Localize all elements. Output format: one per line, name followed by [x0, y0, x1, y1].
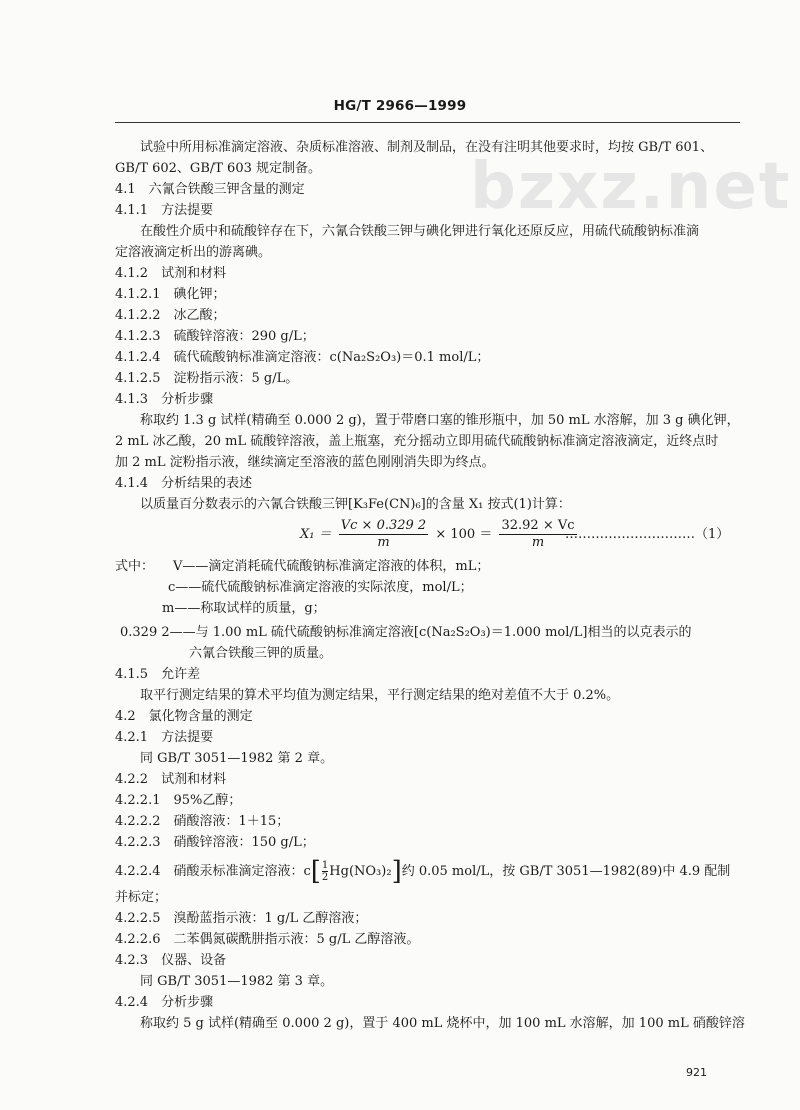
paragraph-line: 2 mL 冰乙酸，20 mL 硫酸锌溶液，盖上瓶塞，充分摇动立即用硫代硫酸钠标准滴定溶液滴定，近终点时: [115, 434, 719, 449]
paragraph-line: 同 GB/T 3051—1982 第 2 章。: [140, 751, 334, 766]
formula-numerator: 32.92 × Vc: [501, 518, 575, 533]
paragraph-line: 同 GB/T 3051—1982 第 3 章。: [140, 974, 334, 989]
list-item: 4.1.2.2 冰乙酸；: [115, 308, 226, 323]
section-4-1-4-heading: 4.1.4 分析结果的表述: [115, 476, 253, 491]
formula-fraction-1: [339, 518, 428, 551]
list-item: 4.2.2.1 95%乙醇；: [115, 793, 242, 808]
list-item: 4.2.2.6 二苯偶氮碳酰肼指示液：5 g/L 乙醇溶液。: [115, 932, 420, 947]
list-item: 4.2.2.2 硝酸溶液：1＋15；: [115, 814, 290, 829]
definition-constant: 0.329 2——与 1.00 mL 硫代硫酸钠标准滴定溶液[c(Na₂S₂O₃)＝1.000 mol/L]相当的以克表示的: [120, 625, 692, 640]
paragraph-line: 称取约 1.3 g 试样(精确至 0.000 2 g)，置于带磨口塞的锥形瓶中，加 50 mL 水溶解，加 3 g 碘化钾，: [140, 413, 740, 428]
formula-denominator: m: [531, 535, 545, 550]
header-rule: [115, 122, 740, 123]
section-4-1-3-heading: 4.1.3 分析步骤: [115, 392, 214, 407]
watermark: bzxz.net: [470, 150, 792, 224]
intro-line-2: GB/T 602、GB/T 603 规定制备。: [115, 161, 322, 176]
formula-lhs: X₁ ＝: [300, 527, 332, 542]
chemical-formula: Hg(NO₃)₂: [329, 864, 392, 879]
list-item-with-formula: [115, 856, 731, 887]
section-4-1-1-heading: 4.1.1 方法提要: [115, 203, 214, 218]
section-4-2-3-heading: 4.2.3 仪器、设备: [115, 953, 227, 968]
list-item: 4.1.2.5 淀粉指示液：5 g/L。: [115, 371, 299, 386]
formula-middle: × 100 ＝: [435, 527, 493, 542]
list-item-cont: 并标定；: [115, 890, 168, 905]
section-4-2-1-heading: 4.2.1 方法提要: [115, 730, 214, 745]
section-4-1-2-heading: 4.1.2 试剂和材料: [115, 266, 227, 281]
intro-line-1: 试验中所用标准滴定溶液、杂质标准溶液、制剂及制品，在没有注明其他要求时，均按 GB/T 601、: [140, 140, 714, 155]
inline-fraction: [322, 860, 328, 883]
paragraph-line: 取平行测定结果的算术平均值为测定结果，平行测定结果的绝对差值不大于 0.2%。: [140, 688, 620, 703]
section-4-1-5-heading: 4.1.5 允许差: [115, 667, 201, 682]
formula-denominator: m: [377, 535, 390, 550]
where-label: 式中：: [115, 559, 155, 574]
list-item-text: 4.2.2.4 硝酸汞标准滴定溶液：c: [115, 864, 311, 879]
definition-m: m——称取试样的质量，g；: [162, 601, 326, 616]
definition-v: V——滴定消耗硫代硫酸钠标准滴定溶液的体积，mL；: [173, 559, 490, 574]
list-item: 4.1.2.1 碘化钾；: [115, 287, 226, 302]
list-item-text: 约 0.05 mol/L，按 GB/T 3051—1982(89)中 4.9 配制: [401, 864, 731, 879]
paragraph-line: 定溶液滴定析出的游离碘。: [115, 245, 272, 260]
fraction-numerator: 1: [321, 860, 329, 871]
section-4-2-2-heading: 4.2.2 试剂和材料: [115, 772, 227, 787]
list-item: 4.2.2.3 硝酸锌溶液：150 g/L；: [115, 835, 315, 850]
list-item: 4.1.2.3 硫酸锌溶液：290 g/L；: [115, 329, 315, 344]
list-item: 4.1.2.4 硫代硫酸钠标准滴定溶液：c(Na₂S₂O₃)＝0.1 mol/L；: [115, 350, 490, 365]
paragraph-line: 以质量百分数表示的六氰合铁酸三钾[K₃Fe(CN)₆]的含量 X₁ 按式(1)计算：: [140, 497, 571, 512]
list-item: 4.2.2.5 溴酚蓝指示液：1 g/L 乙醇溶液；: [115, 911, 368, 926]
page-number: 921: [686, 1066, 707, 1079]
section-4-2-heading: 4.2 氯化物含量的测定: [115, 709, 253, 724]
definition-c: c——硫代硫酸钠标准滴定溶液的实际浓度，mol/L；: [168, 580, 473, 595]
definition-constant-cont: 六氰合铁酸三钾的质量。: [189, 646, 333, 661]
paragraph-line: 称取约 5 g 试样(精确至 0.000 2 g)，置于 400 mL 烧杯中，加 100 mL 水溶解，加 100 mL 硝酸锌溶: [140, 1016, 745, 1031]
fraction-denominator: 2: [321, 872, 329, 883]
document-header: HG/T 2966—1999: [333, 98, 467, 114]
section-4-1-heading: 4.1 六氰合铁酸三钾含量的测定: [115, 182, 305, 197]
formula-1: [300, 518, 580, 552]
paragraph-line: 加 2 mL 淀粉指示液，继续滴定至溶液的蓝色刚刚消失即为终点。: [115, 455, 495, 470]
bracket-open: [: [310, 856, 321, 887]
paragraph-line: 在酸性介质中和硫酸锌存在下，六氰合铁酸三钾与碘化钾进行氧化还原反应，用硫代硫酸钠标准滴: [140, 224, 700, 239]
section-4-2-4-heading: 4.2.4 分析步骤: [115, 995, 214, 1010]
bracket-close: ]: [391, 856, 402, 887]
formula-numerator: Vc × 0.329 2: [340, 518, 427, 533]
formula-number: …………………………（1）: [565, 527, 730, 542]
